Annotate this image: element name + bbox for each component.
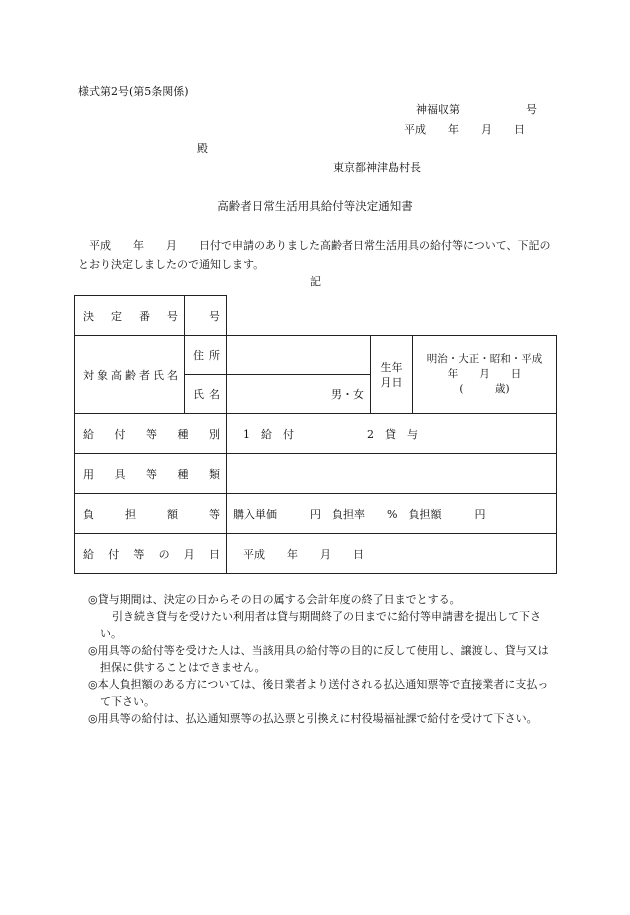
note-usage-restriction: ◎用具等の給付等を受けた人は、当該用具の給付等の目的に反して使用し、譲渡し、貸与又は担保に供することはできません。 [88, 644, 549, 674]
items-row [75, 454, 557, 494]
note-payment: ◎本人負担額のある方については、後日業者より送付される払込通知票等で直接業者に支払って下さい。 [88, 678, 549, 708]
burden-label: 負担額等 [75, 494, 227, 534]
birth-date: 年 月 日 [447, 368, 522, 380]
issue-number: 神福収第 号 [416, 103, 537, 116]
note-receipt: ◎用具等の給付は、払込通知票等の払込票と引換えに村役場福祉課で給付を受けて下さい。 [88, 712, 538, 725]
burden-row [75, 494, 557, 534]
decision-number-suffix: 号 [185, 296, 227, 336]
note-loan-continuation: 引き続き貸与を受けたい利用者は貸与期間終了の日までに給付等申請書を提出して下さい。 [100, 610, 541, 640]
age: ( 歳) [459, 383, 510, 395]
date-label: 給付等の月日 [75, 534, 227, 574]
birth-label: 生年月日 [371, 336, 413, 414]
items-label: 用具等種類 [75, 454, 227, 494]
gender: 男・女 [227, 375, 371, 414]
date-value: 平成 年 月 日 [227, 534, 557, 574]
type-row [75, 414, 557, 454]
address-row [75, 336, 557, 375]
name-label: 氏名 [185, 375, 227, 414]
issuer: 東京都神津島村長 [333, 161, 421, 174]
issue-date: 平成 年 月 日 [404, 123, 525, 136]
decision-number-row [75, 296, 557, 336]
addressee: 殿 [197, 142, 208, 155]
notes [88, 591, 558, 727]
date-row [75, 534, 557, 574]
era-options: 明治・大正・昭和・平成 [426, 353, 543, 365]
form-number: 様式第2号(第5条関係) [78, 85, 189, 98]
birth-date-box [413, 336, 557, 414]
type-label: 給付等種別 [75, 414, 227, 454]
address-value [227, 336, 371, 375]
address-label: 住所 [185, 336, 227, 375]
burden-value: 購入単価 円 負担率 % 負担額 円 [227, 494, 557, 534]
decision-number-label: 決定番号 [75, 296, 185, 336]
items-value [227, 454, 557, 494]
note-loan-period: ◎貸与期間は、決定の日からその日の属する会計年度の終了日までとする。 [88, 593, 461, 606]
type-value: 1 給 付 2 貸 与 [227, 414, 557, 454]
document-title: 高齢者日常生活用具給付等決定通知書 [217, 199, 413, 213]
blank-area [227, 296, 557, 336]
body-text: 平成 年 月 日付で申請のありました高齢者日常生活用具の給付等について、下記のとおり決定しましたので通知します。 [78, 239, 551, 271]
recipient-label: 対象高齢者氏名 [75, 336, 185, 414]
decision-table [74, 295, 557, 574]
ki-heading: 記 [310, 275, 321, 288]
